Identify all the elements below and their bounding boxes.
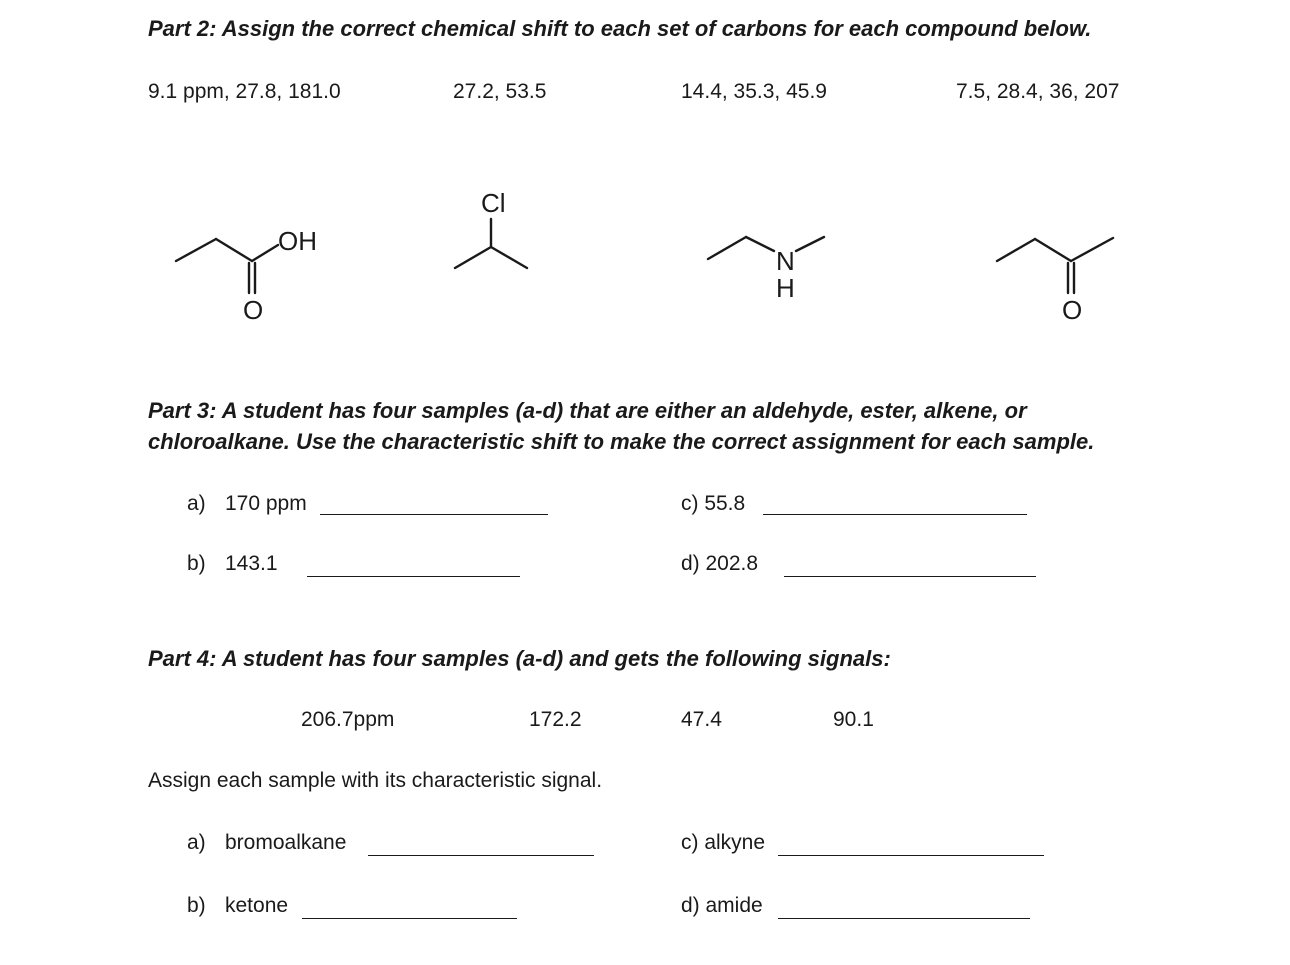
ketone-o-label: O	[1062, 295, 1083, 325]
part4-answer-blank-c[interactable]	[778, 855, 1044, 856]
signal-4: 90.1	[833, 708, 874, 731]
part3-item-d: d) 202.8	[681, 552, 759, 575]
part4-heading: Part 4: A student has four samples (a-d) and gets the following signals:	[148, 646, 891, 671]
propanoic-acid-structure	[160, 215, 340, 330]
signal-3: 47.4	[681, 708, 722, 731]
part4-answer-blank-b[interactable]	[302, 918, 517, 919]
part4-item-a-value: bromoalkane	[225, 831, 347, 854]
shift-set-4: 7.5, 28.4, 36, 207	[956, 80, 1120, 103]
shift-set-2: 27.2, 53.5	[453, 80, 547, 103]
part4-instruction: Assign each sample with its characteristic signal.	[148, 769, 603, 792]
n-label: N	[776, 246, 795, 276]
cl-label: Cl	[481, 188, 506, 218]
part3-answer-blank-c[interactable]	[763, 514, 1027, 515]
part3-heading-line2: chloroalkane. Use the characteristic shift to make the correct assignment for each sample.	[148, 429, 1095, 454]
part4-answer-blank-a[interactable]	[368, 855, 594, 856]
shift-set-1: 9.1 ppm, 27.8, 181.0	[148, 80, 341, 103]
part4-item-b-letter: b)	[187, 894, 206, 917]
signal-1: 206.7ppm	[301, 708, 395, 731]
signal-2: 172.2	[529, 708, 582, 731]
part4-item-d: d) amide	[681, 894, 763, 917]
part3-heading-line1: Part 3: A student has four samples (a-d) that are either an aldehyde, ester, alkene, or	[148, 398, 1027, 423]
shift-set-3: 14.4, 35.3, 45.9	[681, 80, 827, 103]
part3-answer-blank-a[interactable]	[320, 514, 548, 515]
part3-answer-blank-b[interactable]	[307, 576, 520, 577]
part3-item-b-value: 143.1	[225, 552, 278, 575]
part4-item-a-letter: a)	[187, 831, 206, 854]
part3-item-a-value: 170 ppm	[225, 492, 307, 515]
oh-label: OH	[278, 226, 317, 256]
part3-item-b-letter: b)	[187, 552, 206, 575]
carbonyl-o-label: O	[243, 295, 264, 325]
amine-structure	[700, 225, 840, 315]
part4-answer-blank-d[interactable]	[778, 918, 1030, 919]
part3-item-a-letter: a)	[187, 492, 206, 515]
part3-answer-blank-d[interactable]	[784, 576, 1036, 577]
part2-heading: Part 2: Assign the correct chemical shift to each set of carbons for each compound below.	[148, 16, 1092, 41]
part3-item-c: c) 55.8	[681, 492, 746, 515]
chloropropane-structure	[445, 185, 545, 280]
butanone-structure	[985, 225, 1125, 325]
part4-item-b-value: ketone	[225, 894, 289, 917]
h-label: H	[776, 273, 795, 303]
part4-item-c: c) alkyne	[681, 831, 766, 854]
